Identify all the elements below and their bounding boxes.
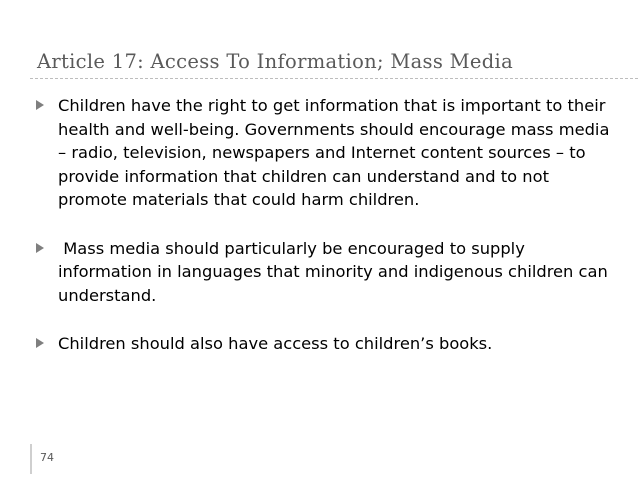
bullet-item (30, 332, 610, 356)
bullet-list (30, 94, 613, 356)
bullet-item (30, 94, 610, 212)
bullet-text: Mass media should particularly be encouraged to supply information in languages that minority and indigenous children can understand. (58, 238, 613, 305)
bullet-text: Children have the right to get information that is important to their health and well-being. Governments should encourage mass media – radio, television, newspapers and Internet content sources – to provide information that children can understand and to not promote materials that could harm children. (58, 96, 610, 209)
bullet-item (30, 237, 613, 308)
triangle-bullet-icon (36, 338, 44, 348)
title-divider (30, 78, 638, 79)
footer-divider (30, 444, 32, 474)
triangle-bullet-icon (36, 100, 44, 110)
page-number: 74 (40, 451, 54, 464)
triangle-bullet-icon (36, 243, 44, 253)
slide-title: Article 17: Access To Information; Mass Media (37, 50, 514, 73)
bullet-text: Children should also have access to children’s books. (58, 334, 493, 353)
